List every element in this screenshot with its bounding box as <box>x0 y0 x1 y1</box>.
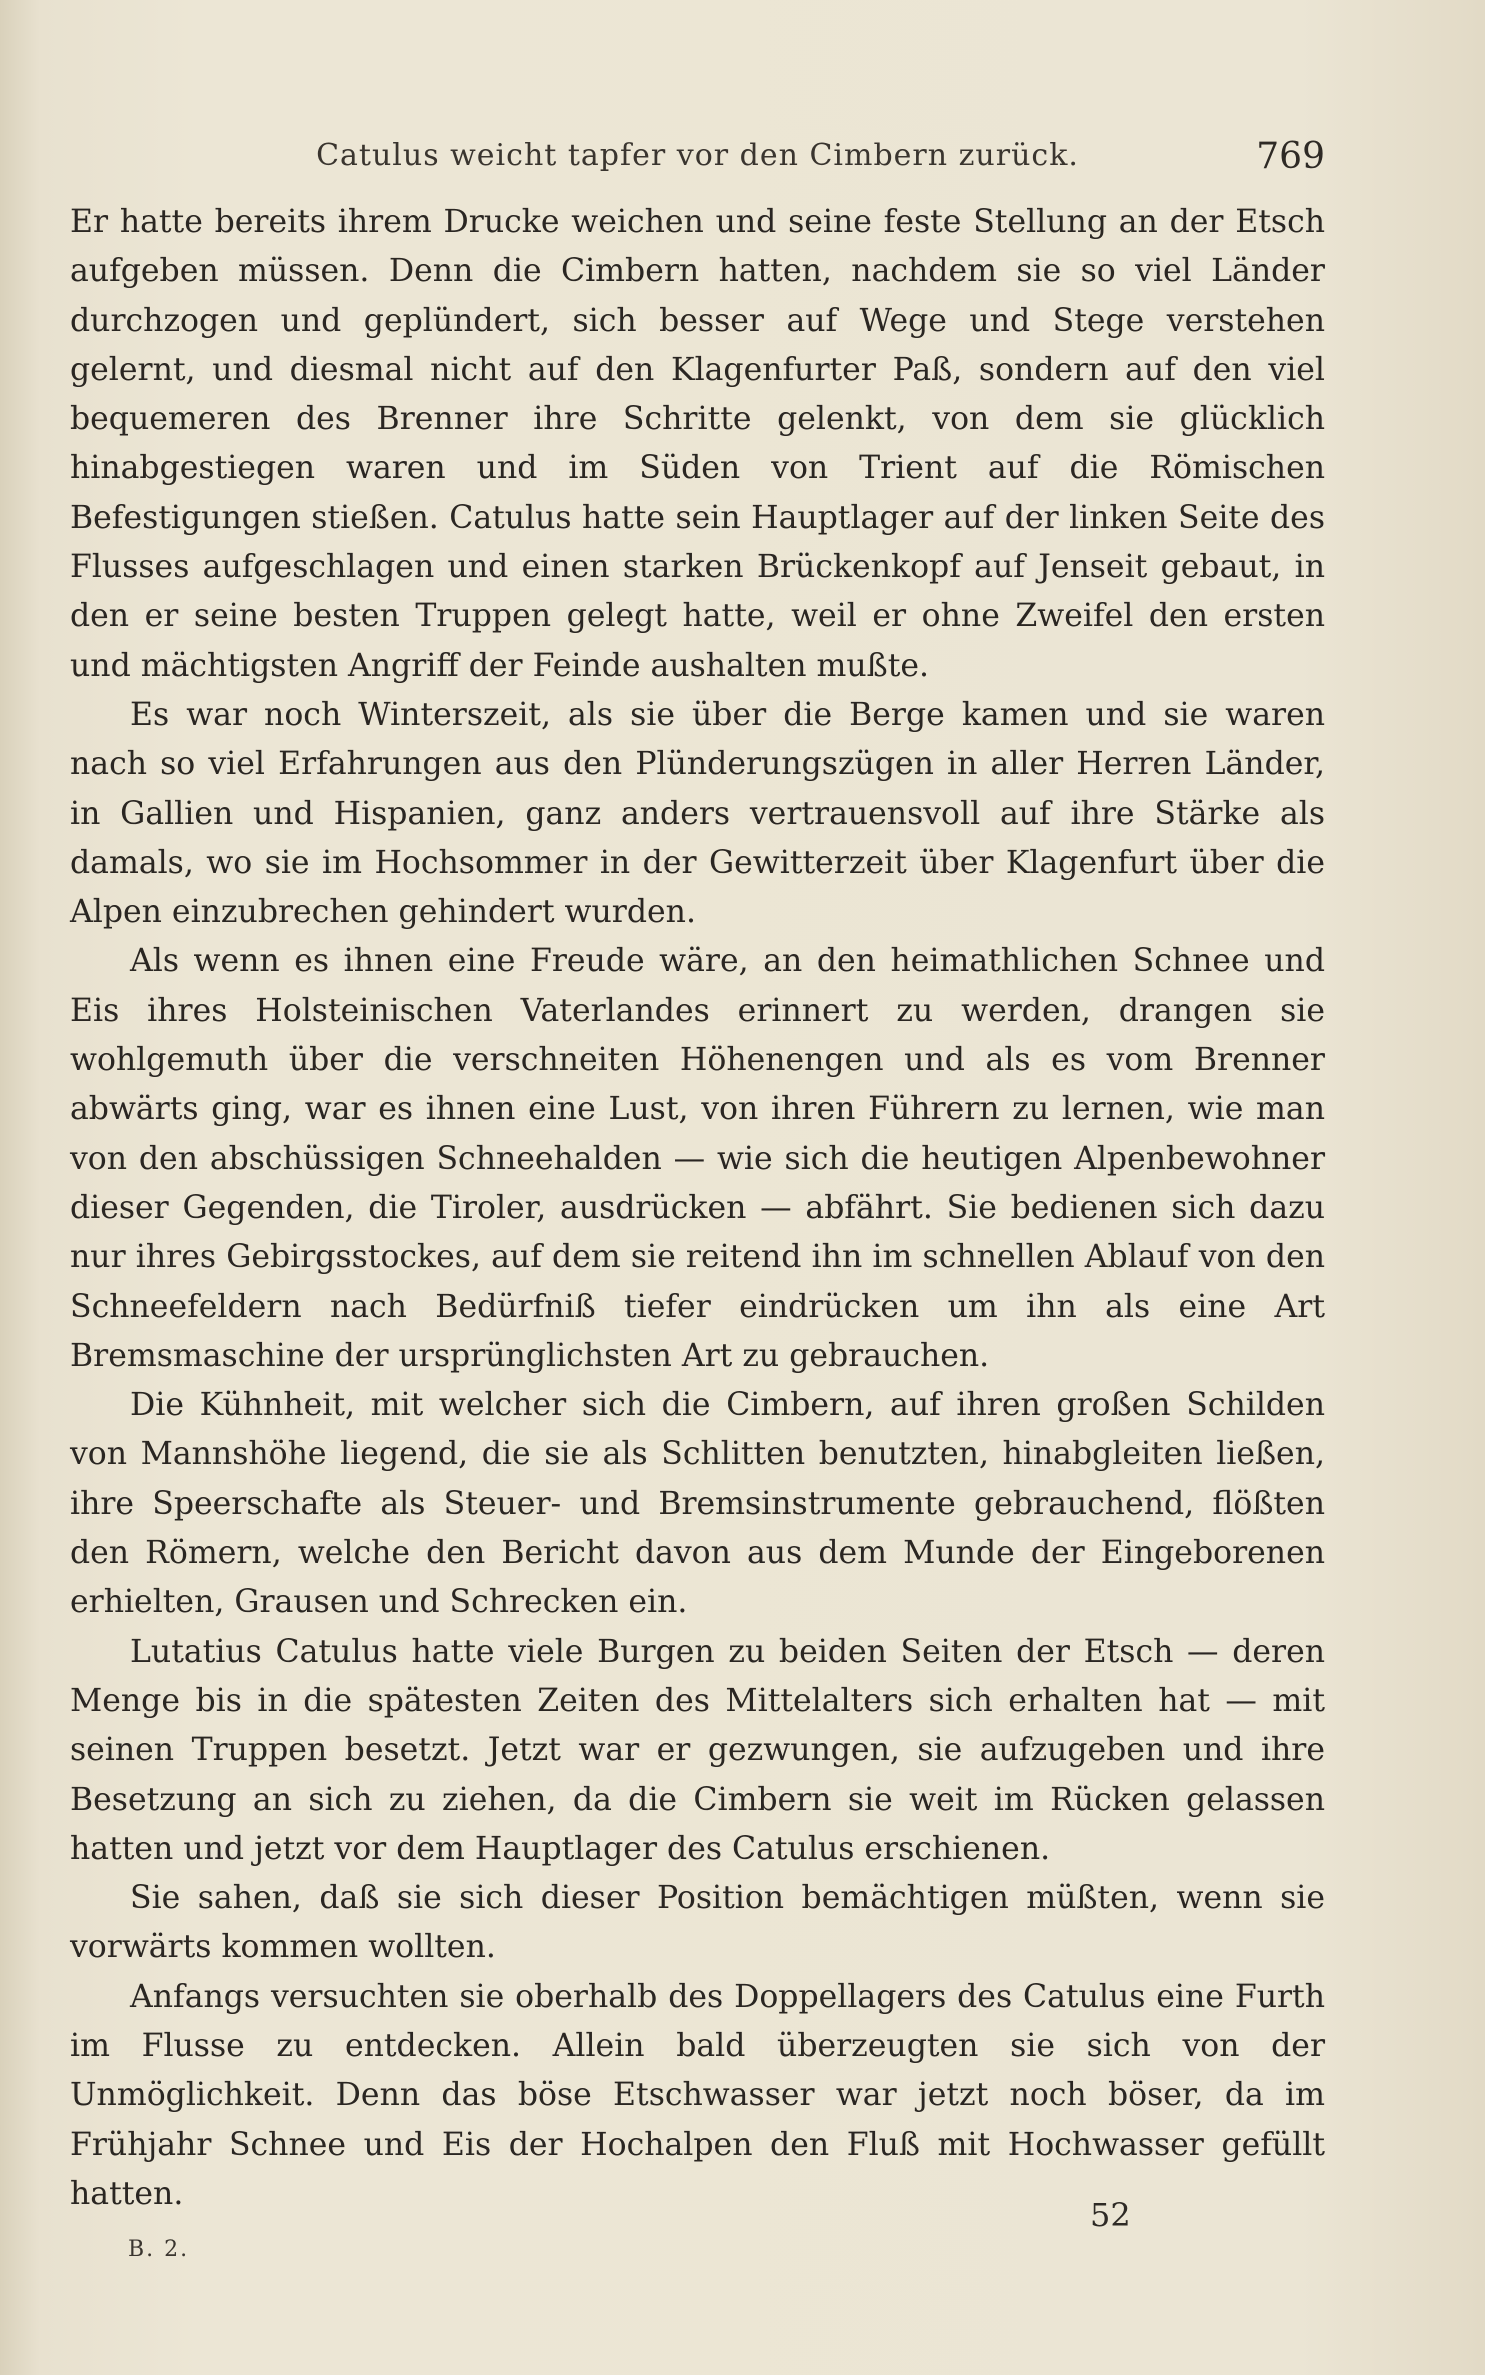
paragraph: Er hatte bereits ihrem Drucke weichen und seine feste Stellung an der Etsch aufgeben müssen. Denn die Cimbern hatten, nachdem sie so viel Länder durchzogen und geplündert, sich besser auf Wege und Stege verstehen gelernt, und diesmal nicht auf den Klagenfurter Paß, sondern auf den viel bequemeren des Brenner ihre Schritte gelenkt, von dem sie glücklich hinabgestiegen waren und im Süden von Trient auf die Römischen Befestigungen stießen. Catulus hatte sein Hauptlager auf der linken Seite des Flusses aufgeschlagen und einen starken Brückenkopf auf Jenseit gebaut, in den er seine besten Truppen gelegt hatte, weil er ohne Zweifel den ersten und mächtigsten Angriff der Feinde aushalten mußte. <box>70 204 1325 684</box>
page-header <box>70 128 1325 188</box>
signature-mark: B. 2. <box>128 2237 190 2262</box>
paragraph: Lutatius Catulus hatte viele Burgen zu beiden Seiten der Etsch — deren Menge bis in die spätesten Zeiten des Mittelalters sich erhalten hat — mit seinen Truppen besetzt. Jetzt war er gezwungen, sie aufzugeben und ihre Besetzung an sich zu ziehen, da die Cimbern sie weit im Rücken gelassen hatten und jetzt vor dem Hauptlager des Catulus erschienen. <box>70 1633 1325 1867</box>
paragraph: Als wenn es ihnen eine Freude wäre, an den heimathlichen Schnee und Eis ihres Holsteinischen Vaterlandes erinnert zu werden, drangen sie wohlgemuth über die verschneiten Höhenengen und als es vom Brenner abwärts ging, war es ihnen eine Lust, von ihren Führern zu lernen, wie man von den abschüssigen Schneehalden — wie sich die heutigen Alpenbewohner dieser Gegenden, die Tiroler, ausdrücken — abfährt. Sie bedienen sich dazu nur ihres Gebirgsstockes, auf dem sie reitend ihn im schnellen Ablauf von den Schneefeldern nach Bedürfniß tiefer eindrücken um ihn als eine Art Bremsmaschine der ursprünglichsten Art zu gebrauchen. <box>70 943 1325 1374</box>
page-number: 769 <box>1256 136 1325 177</box>
paragraph: Anfangs versuchten sie oberhalb des Doppellagers des Catulus eine Furth im Flusse zu entdecken. Allein bald überzeugten sie sich von der Unmöglichkeit. Denn das böse Etschwasser war jetzt noch böser, da im Frühjahr Schnee und Eis der Hochalpen den Fluß mit Hochwasser gefüllt hatten. <box>70 1978 1325 2212</box>
body-text <box>70 198 1325 2219</box>
paragraph: Die Kühnheit, mit welcher sich die Cimbern, auf ihren großen Schilden von Mannshöhe liegend, die sie als Schlitten benutzten, hinabgleiten ließen, ihre Speerschafte als Steuer- und Bremsinstrumente gebrauchend, flößten den Römern, welche den Bericht davon aus dem Munde der Eingeborenen erhielten, Grausen und Schrecken ein. <box>70 1387 1325 1621</box>
paragraph: Es war noch Winterszeit, als sie über die Berge kamen und sie waren nach so viel Erfahrungen aus den Plünderungszügen in aller Herren Länder, in Gallien und Hispanien, ganz anders vertrauensvoll auf ihre Stärke als damals, wo sie im Hochsommer in der Gewitterzeit über Klagenfurt über die Alpen einzubrechen gehindert wurden. <box>70 696 1325 931</box>
paragraph: Sie sahen, daß sie sich dieser Position bemächtigen müßten, wenn sie vorwärts kommen wollten. <box>70 1880 1325 1966</box>
running-title: Catulus weicht tapfer vor den Cimbern zurück. <box>316 138 1079 173</box>
sheet-number: 52 <box>1090 2196 1131 2234</box>
